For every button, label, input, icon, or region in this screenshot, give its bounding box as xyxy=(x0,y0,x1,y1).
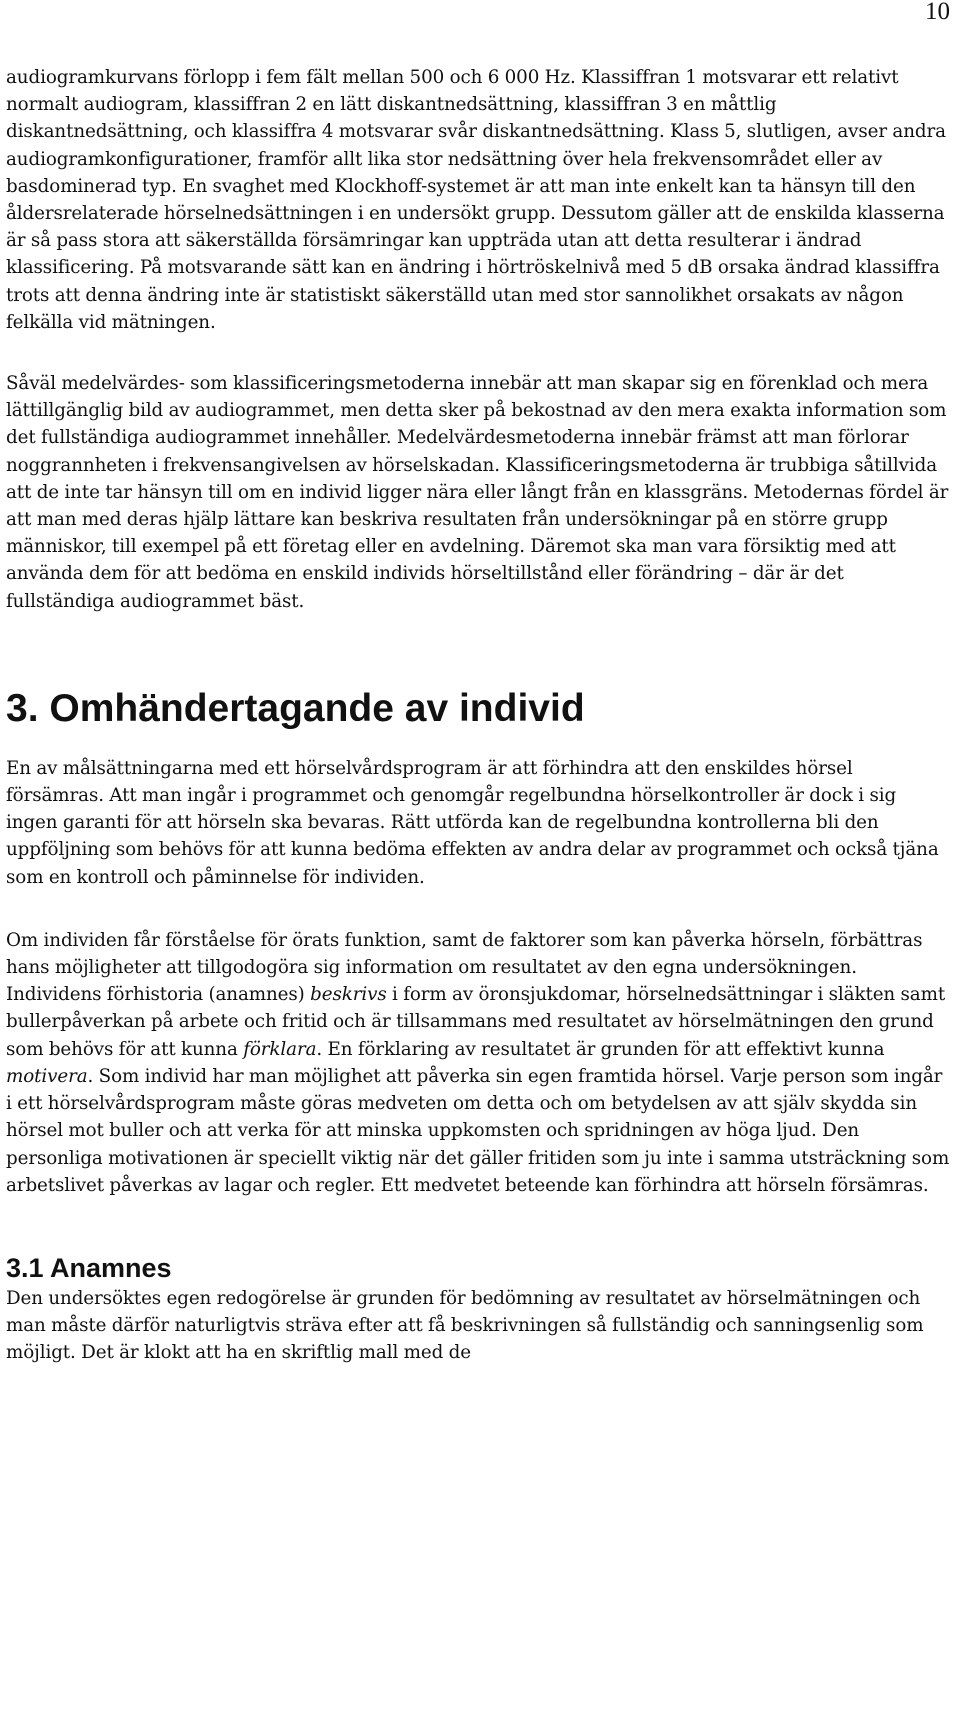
paragraph-program-goal: En av målsättningarna med ett hörselvårdsprogram är att förhindra att den enskildes hörsel försämras. Att man ingår i programmet och genomgår regelbundna hörselkontroller är dock i sig ingen garanti för att hörseln ska bevaras. Rätt utförda kan de regelbundna kontrollerna bli den uppföljning som behövs för att kunna bedöma effekten av andra delar av programmet och också tjäna som en kontroll och påminnelse för individen. xyxy=(6,757,939,888)
text-run: . Som individ har man möjlighet att påverka sin egen framtida hörsel. Varje person som ingår i ett hörselvårdsprogram måste göras medveten om detta och om betydelsen av att själv skydda sin hörsel mot buller och att verka för att minska uppkomsten och spridningen av höga ljud. Den personliga motivationen är speciellt viktig när det gäller fritiden som ju inte i samma utsträckning som arbetslivet påverkas av lagar och regler. Ett medvetet beteende kan förhindra att hörseln försämras. xyxy=(6,1065,950,1196)
subsection-heading-anamnesis: 3.1 Anamnes xyxy=(6,1252,172,1283)
paragraph-klockhoff-classification: audiogramkurvans förlopp i fem fält mellan 500 och 6 000 Hz. Klassiffran 1 motsvarar ett relativt normalt audiogram, klassiffran 2 en lätt diskantnedsättning, klassiffran 3 en måttlig diskantnedsättning, och klassiffra 4 motsvarar svår diskantnedsättning. Klass 5, slutligen, avser andra audiogramkonfigurationer, framför allt lika stor nedsättning över hela frekvensområdet eller av basdominerad typ. En svaghet med Klockhoff-systemet är att man inte enkelt kan ta hänsyn till den åldersrelaterade hörselnedsättningen i en undersökt grupp. Dessutom gäller att de enskilda klasserna är så pass stora att säkerställda försämringar kan uppträda utan att detta resulterar i ändrad klassificering. På motsvarande sätt kan en ändring i hörtröskelnivå med 5 dB orsaka ändrad klassiffra trots att denna ändring inte är statistiskt säkerställd utan med stor sannolikhet orsakats av någon felkälla vid mätningen. xyxy=(6,67,946,333)
text-run: i form av öronsjukdomar, hörselnedsättningar i släkten samt bullerpåverkan på arbete och fritid och är tillsammans med resultatet av hörselmätningen den grund som behövs för att kunna xyxy=(6,984,946,1060)
paragraph-anamnesis: Den undersöktes egen redogörelse är grunden för bedömning av resultatet av hörselmätningen och man måste därför naturligtvis sträva efter att få beskrivningen så fullständig och sanningsenlig som möjligt. Det är klokt att ha en skriftlig mall med de xyxy=(6,1287,924,1364)
page-body xyxy=(6,64,950,1367)
emphasis-motivate: motivera xyxy=(6,1065,88,1087)
page-number: 10 xyxy=(925,0,950,25)
text-run: . En förklaring av resultatet är grunden för att effektivt kunna xyxy=(316,1038,885,1060)
text-run: Om individen får förståelse för örats funktion, samt de faktorer som kan påverka hörseln, förbättras hans möjligheter att tillgodogöra sig information om resultatet av den egna undersökningen. Individens förhistoria (anamnes) xyxy=(6,929,923,1006)
paragraph-method-comparison: Såväl medelvärdes- som klassificeringsmetoderna innebär att man skapar sig en förenklad och mera lättillgänglig bild av audiogrammet, men detta sker på bekostnad av den mera exakta information som det fullständiga audiogrammet innehåller. Medelvärdesmetoderna innebär främst att man förlorar noggrannheten i frekvensangivelsen av hörselskadan. Klassificeringsmetoderna är trubbiga såtillvida att de inte tar hänsyn till om en individ ligger nära eller långt från en klassgräns. Metodernas fördel är att man med deras hjälp lättare kan beskriva resultaten från undersökningar på en större grupp människor, till exempel på ett företag eller en avdelning. Däremot ska man vara försiktig med att använda dem för att bedöma en enskild individs hörseltillstånd eller förändring – där är det fullständiga audiogrammet bäst. xyxy=(6,373,949,612)
emphasis-explain: förklara xyxy=(243,1038,317,1060)
paragraph-individual-understanding xyxy=(6,927,950,1199)
section-heading-individual-care: 3. Omhändertagande av individ xyxy=(6,686,585,730)
emphasis-describe: beskrivs xyxy=(310,984,387,1006)
